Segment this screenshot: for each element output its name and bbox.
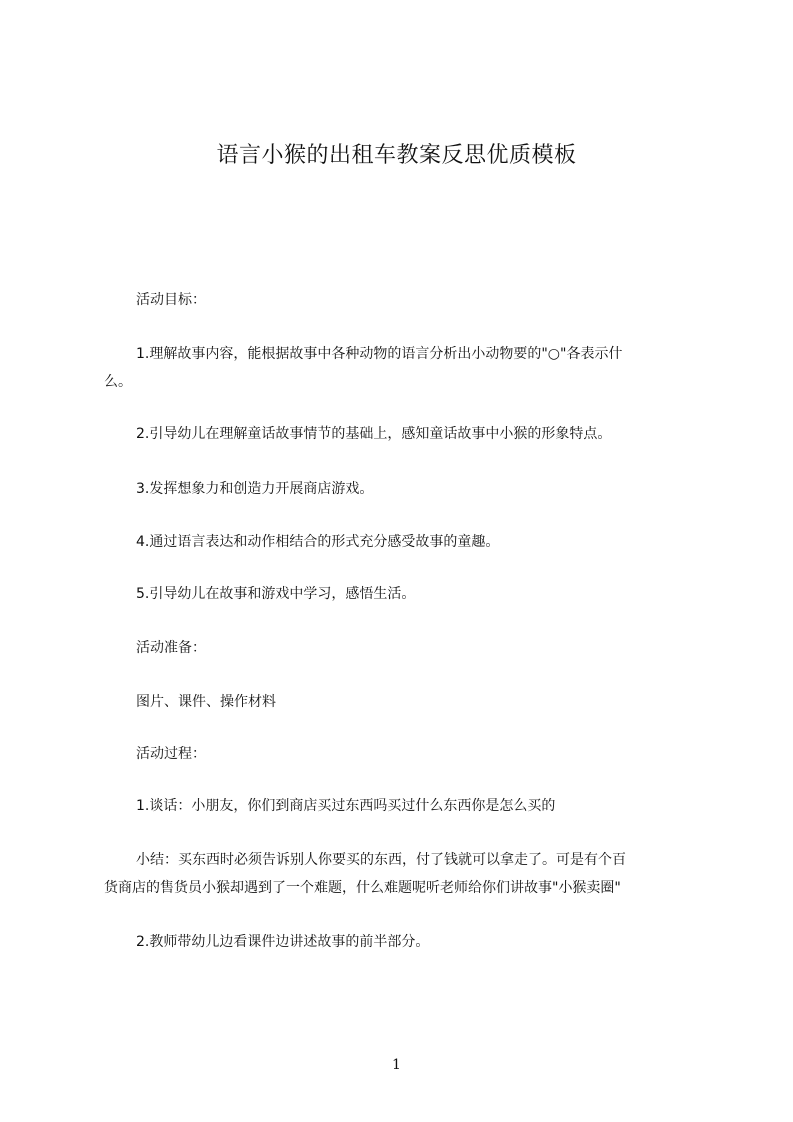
goal-item-1: 1.理解故事内容，能根据故事中各种动物的语言分析出小动物要的"○"各表示什 <box>136 346 623 362</box>
goal-item-2: 2.引导幼儿在理解童话故事情节的基础上，感知童话故事中小猴的形象特点。 <box>136 426 612 442</box>
document-title: 语言小猴的出租车教案反思优质模板 <box>216 143 577 168</box>
process-summary-continued: 货商店的售货员小猴却遇到了一个难题，什么难题呢听老师给你们讲故事"小猴卖圈" <box>104 880 621 896</box>
goal-item-1-continued: 么。 <box>104 374 132 390</box>
section-heading-goals: 活动目标： <box>136 292 206 308</box>
process-summary: 小结：买东西时必须告诉别人你要买的东西，付了钱就可以拿走了。可是有个百 <box>136 852 626 868</box>
goal-item-5: 5.引导幼儿在故事和游戏中学习，感悟生活。 <box>136 586 416 602</box>
section-heading-preparation: 活动准备： <box>136 640 206 656</box>
process-step-1: 1.谈话：小朋友，你们到商店买过东西吗买过什么东西你是怎么买的 <box>136 798 556 814</box>
section-heading-process: 活动过程： <box>136 746 206 762</box>
process-step-2: 2.教师带幼儿边看课件边讲述故事的前半部分。 <box>136 934 430 950</box>
preparation-materials: 图片、课件、操作材料 <box>136 694 276 710</box>
page-number: 1 <box>392 1057 401 1073</box>
goal-item-3: 3.发挥想象力和创造力开展商店游戏。 <box>136 481 374 497</box>
goal-item-4: 4.通过语言表达和动作相结合的形式充分感受故事的童趣。 <box>136 534 500 550</box>
